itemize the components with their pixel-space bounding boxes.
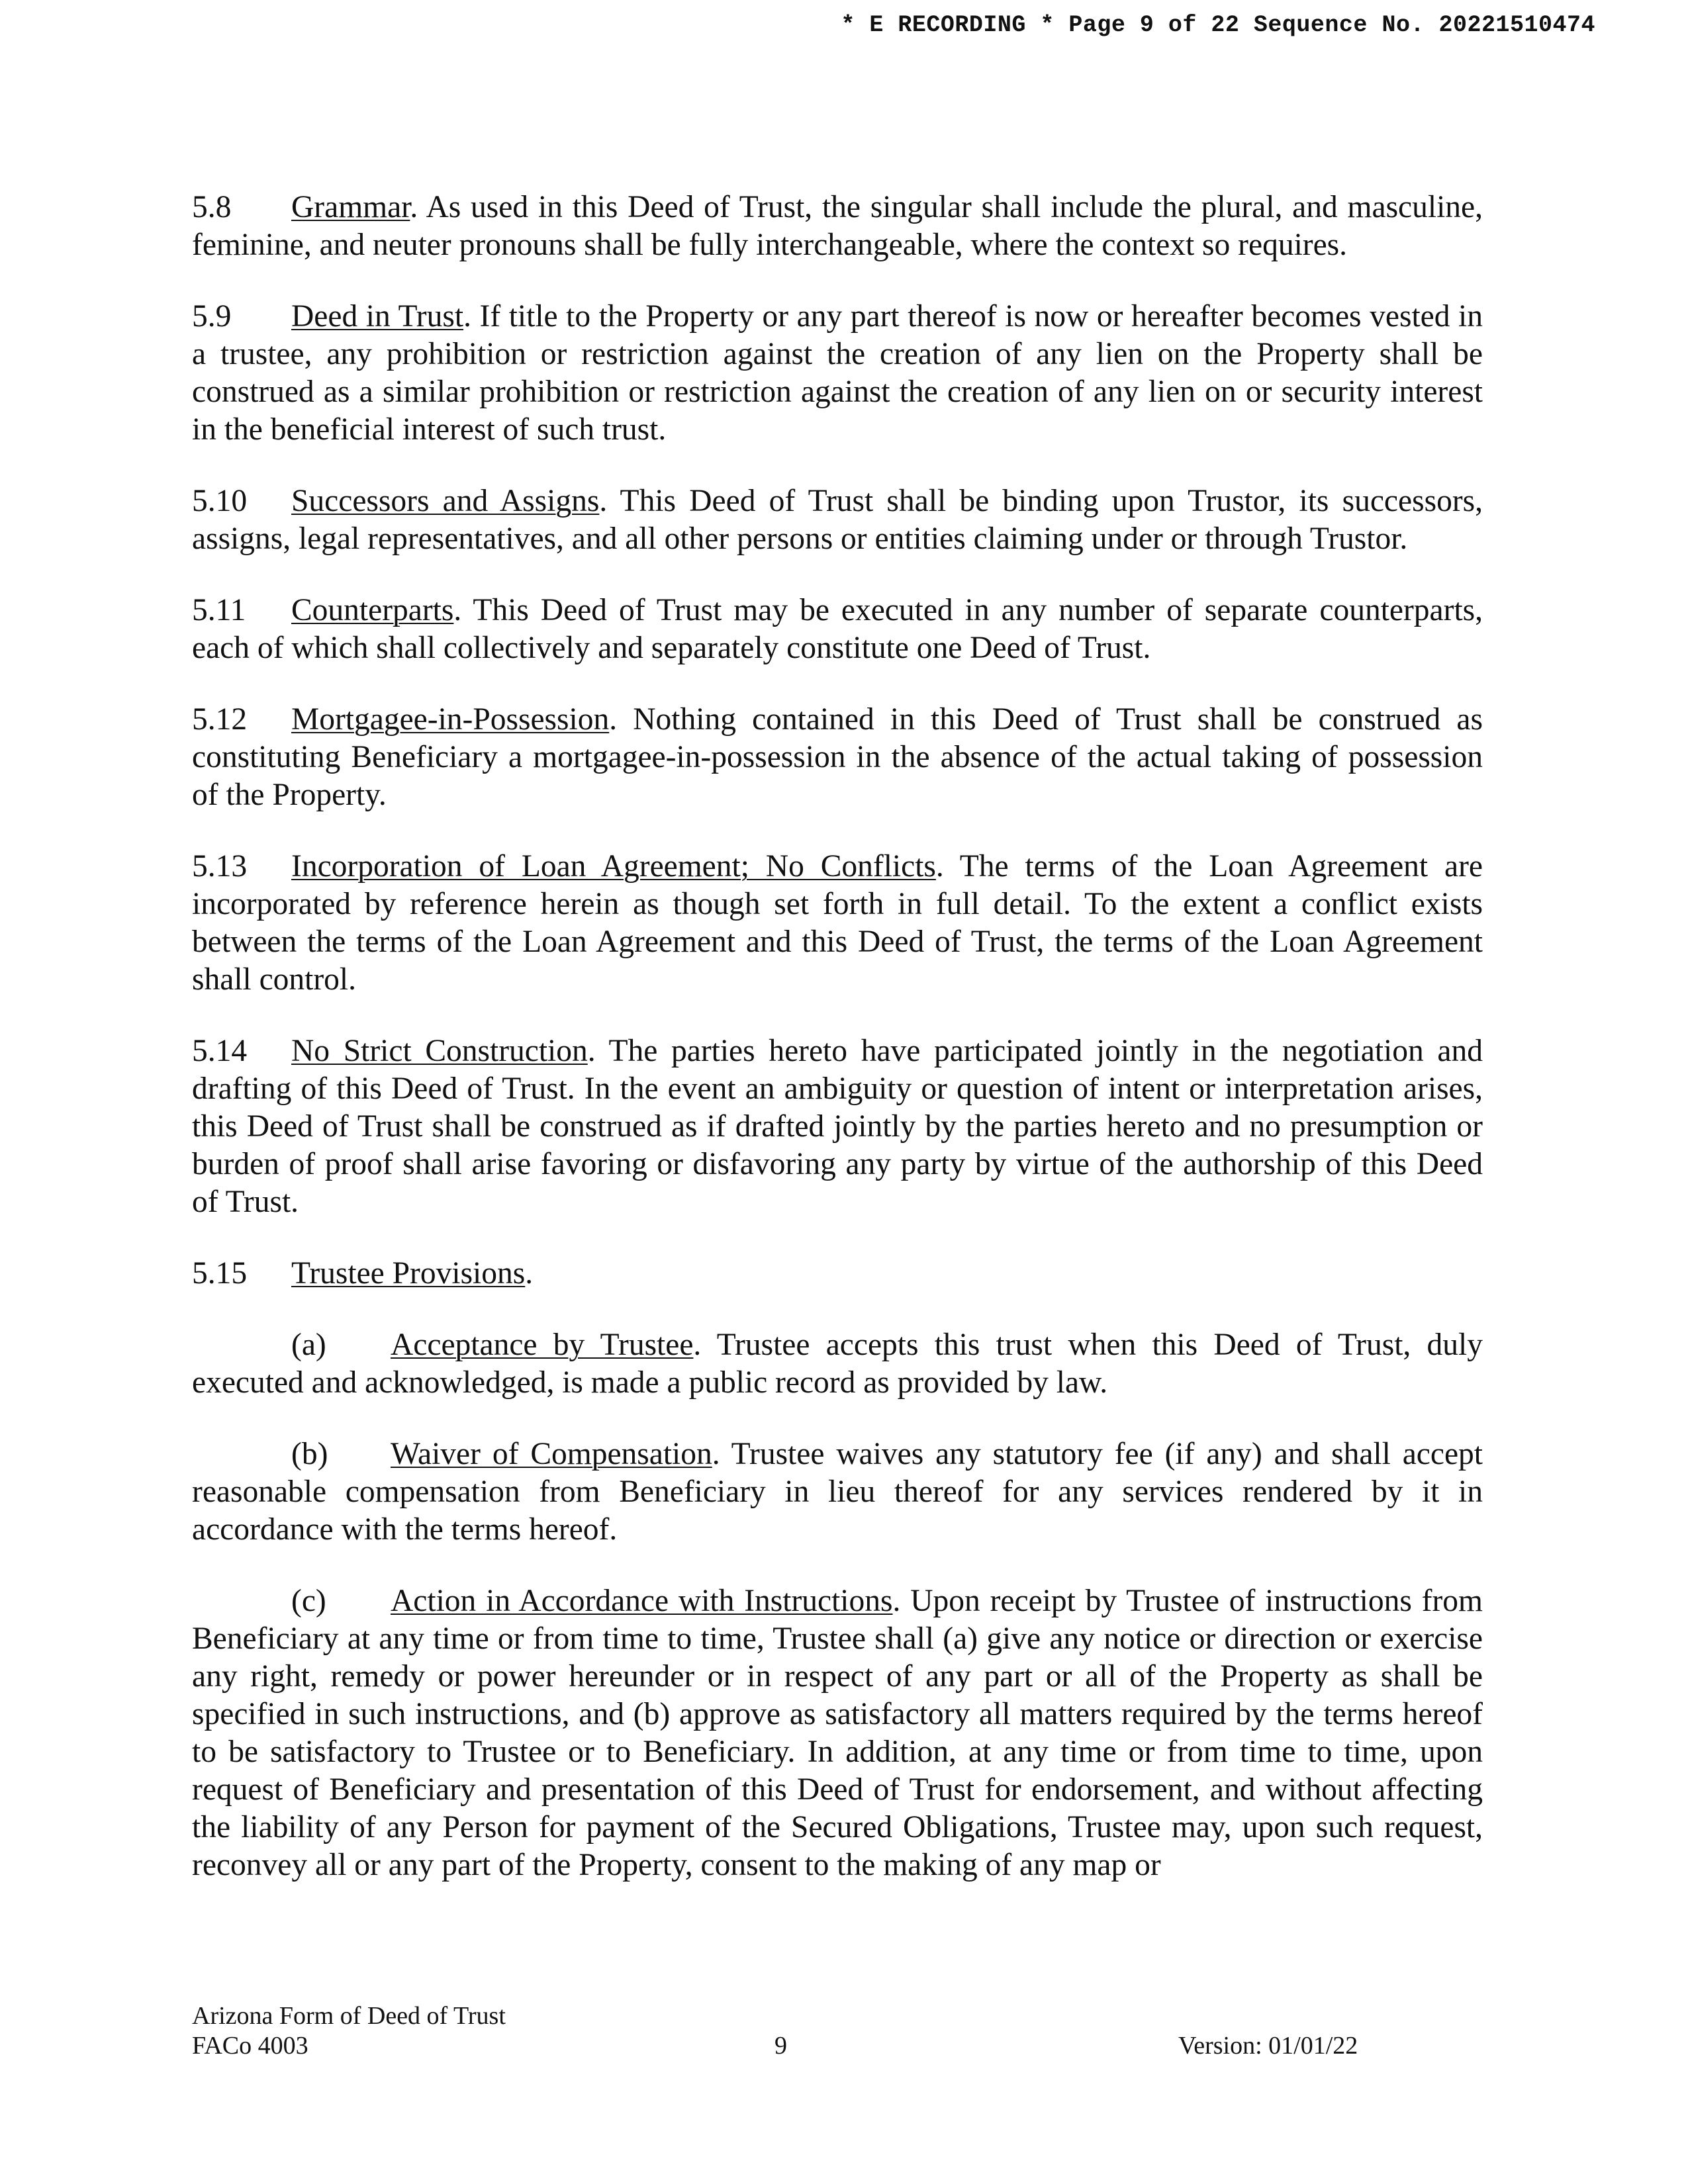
- subsection-letter: (a): [291, 1328, 326, 1362]
- section-5-10: [192, 482, 1483, 558]
- subsection-title: Acceptance by Trustee: [391, 1328, 694, 1362]
- section-5-12: [192, 701, 1483, 814]
- subsection-a: [192, 1326, 1483, 1402]
- section-title: Deed in Trust: [291, 299, 464, 334]
- section-title: Trustee Provisions: [291, 1256, 526, 1291]
- document-body: [192, 189, 1483, 1918]
- section-number: 5.15: [192, 1256, 248, 1291]
- section-5-15: [192, 1255, 1483, 1293]
- section-number: 5.11: [192, 593, 246, 627]
- section-number: 5.12: [192, 702, 248, 737]
- page-footer: [192, 2001, 1450, 2061]
- section-number: 5.9: [192, 299, 232, 334]
- section-body: . As used in this Deed of Trust, the singular shall include the plural, and masculine, feminine, and neuter pronouns shall be fully interchangeable, where the context so requires.: [192, 190, 1483, 262]
- section-5-9: [192, 298, 1483, 449]
- section-body: . If title to the Property or any part thereof is now or hereafter becomes vested in a trustee, any prohibition or restriction against the creation of any lien on the Property shall be construed as a similar prohibition or restriction against the creation of any lien on or security interest in the beneficial interest of such trust.: [192, 299, 1483, 447]
- subsection-letter: (c): [291, 1584, 326, 1618]
- section-body: . The parties hereto have participated jointly in the negotiation and drafting of this Deed of Trust. In the event an ambiguity or question of intent or interpretation arises, this Deed of Trust shall be construed as if drafted jointly by the parties hereto and no presumption or burden of proof shall arise favoring or disfavoring any party by virtue of the authorship of this Deed of Trust.: [192, 1034, 1483, 1219]
- section-body: . This Deed of Trust may be executed in any number of separate counterparts, each of which shall collectively and separately constitute one Deed of Trust.: [192, 593, 1483, 665]
- section-5-13: [192, 848, 1483, 999]
- footer-version: Version: 01/01/22: [1178, 2032, 1358, 2060]
- subsection-body: . Trustee waives any statutory fee (if any) and shall accept reasonable compensation from Beneficiary in lieu thereof for any services rendered by it in accordance with the terms hereof.: [192, 1437, 1483, 1547]
- footer-page-number: 9: [774, 2032, 787, 2060]
- section-number: 5.8: [192, 190, 232, 224]
- subsection-letter: (b): [291, 1437, 328, 1471]
- footer-form-name: Arizona Form of Deed of Trust: [192, 2002, 506, 2030]
- section-number: 5.14: [192, 1034, 248, 1068]
- section-number: 5.13: [192, 849, 248, 884]
- section-body: . This Deed of Trust shall be binding upon Trustor, its successors, assigns, legal representatives, and all other persons or entities claiming under or through Trustor.: [192, 484, 1483, 556]
- section-title: Successors and Assigns: [291, 484, 600, 518]
- subsection-c: [192, 1582, 1483, 1884]
- subsection-body: . Upon receipt by Trustee of instructions from Beneficiary at any time or from time to time, Trustee shall (a) give any notice or direction or exercise any right, remedy or power hereunder or in respect of any part or all of the Property as shall be specified in such instructions, and (b) approve as satisfactory all matters required by the terms hereof to be satisfactory to Trustee or to Beneficiary. In addition, at any time or from time to time, upon request of Beneficiary and presentation of this Deed of Trust for endorsement, and without affecting the liability of any Person for payment of the Secured Obligations, Trustee may, upon such request, reconvey all or any part of the Property, consent to the making of any map or: [192, 1584, 1483, 1882]
- section-5-8: [192, 189, 1483, 264]
- subsection-body: . Trustee accepts this trust when this Deed of Trust, duly executed and acknowledged, is made a public record as provided by law.: [192, 1328, 1483, 1400]
- section-title: Incorporation of Loan Agreement; No Conflicts: [291, 849, 936, 884]
- subsection-b: [192, 1435, 1483, 1549]
- section-body: .: [525, 1256, 534, 1291]
- section-title: Mortgagee-in-Possession: [291, 702, 610, 737]
- section-body: . The terms of the Loan Agreement are incorporated by reference herein as though set forth in full detail. To the extent a conflict exists between the terms of the Loan Agreement and this Deed of Trust, the terms of the Loan Agreement shall control.: [192, 849, 1483, 997]
- section-title: Counterparts: [291, 593, 454, 627]
- subsection-title: Action in Accordance with Instructions: [391, 1584, 893, 1618]
- section-title: No Strict Construction: [291, 1034, 588, 1068]
- section-number: 5.10: [192, 484, 248, 518]
- section-title: Grammar: [291, 190, 410, 224]
- section-5-14: [192, 1032, 1483, 1221]
- section-body: . Nothing contained in this Deed of Trust shall be construed as constituting Beneficiary a mortgagee-in-possession in the absence of the actual taking of possession of the Property.: [192, 702, 1483, 812]
- subsection-title: Waiver of Compensation: [391, 1437, 712, 1471]
- recording-header: * E RECORDING * Page 9 of 22 Sequence No. 20221510474: [841, 12, 1595, 38]
- footer-form-code: FACo 4003: [192, 2032, 308, 2060]
- section-5-11: [192, 592, 1483, 667]
